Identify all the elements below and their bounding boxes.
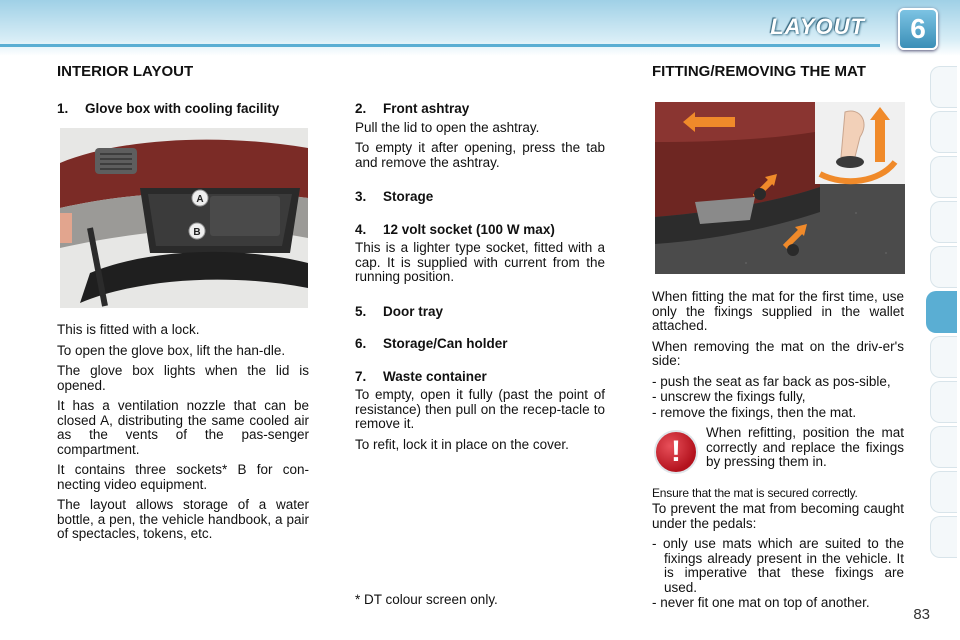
chapter-tab[interactable] [930, 111, 957, 153]
paragraph: The glove box lights when the lid is opened. [57, 363, 309, 393]
paragraph: To empty, open it fully (past the point of resistance) then pull on the recep-tacle to remove it. [355, 387, 605, 431]
warning-text: When refitting, position the mat correctly and replace the fixings by pressing them in. [706, 425, 904, 469]
note-text: Ensure that the mat is secured correctly. [652, 486, 858, 500]
photo-label-b: B [193, 227, 201, 238]
item-4-title [355, 223, 605, 238]
item-label: 12 volt socket (100 W max) [383, 221, 555, 237]
item-number: 3. [355, 189, 367, 204]
chapter-tab[interactable] [930, 381, 957, 423]
chapter-tab-active[interactable] [926, 291, 957, 333]
footnote: * DT colour screen only. [355, 592, 498, 607]
floor-mat-photo [655, 102, 905, 274]
chapter-tab[interactable] [930, 471, 957, 513]
item-number: 4. [355, 221, 367, 237]
item-number: 6. [355, 336, 367, 351]
item-label: Glove box with cooling facility [85, 101, 280, 116]
item-2-title [355, 102, 605, 117]
page-number: 83 [913, 606, 930, 623]
right-column [652, 290, 904, 426]
item-7-title [355, 370, 605, 385]
header-rule [0, 44, 880, 47]
item-label: Storage [383, 189, 434, 204]
paragraph: It has a ventilation nozzle that can be closed A, distributing the same cooled air as the vents of the pas-senger compartment. [57, 398, 309, 457]
list-item: - push the seat as far back as pos-sible, [652, 373, 891, 389]
interior-layout-heading: INTERIOR LAYOUT [57, 63, 194, 80]
paragraph: To empty it after opening, press the tab and remove the ashtray. [355, 140, 605, 170]
middle-column [355, 102, 605, 458]
item-label: Front ashtray [383, 101, 470, 116]
page-title: LAYOUT [770, 14, 865, 39]
chapter-tab[interactable] [930, 66, 957, 108]
list-item: - unscrew the fixings fully, [652, 389, 806, 404]
paragraph: This is fitted with a lock. [57, 322, 200, 337]
warning-box [706, 426, 904, 476]
item-number: 5. [355, 303, 367, 319]
paragraph: To refit, lock it in place on the cover. [355, 436, 569, 452]
chapter-badge: 6 [898, 8, 938, 50]
item-5-title [355, 305, 605, 320]
mat-heading: FITTING/REMOVING THE MAT [652, 63, 866, 80]
item-number: 7. [355, 368, 367, 384]
paragraph: This is a lighter type socket, fitted with a cap. It is supplied with current from the running position. [355, 240, 605, 284]
paragraph: Pull the lid to open the ashtray. [355, 119, 540, 135]
item-number: 1. [57, 101, 69, 116]
item-3-title [355, 190, 605, 205]
warning-icon: ! [654, 430, 698, 474]
item-1-title [57, 102, 309, 117]
page-header [0, 0, 960, 56]
paragraph: When fitting the mat for the first time, use only the fixings supplied in the wallet attached. [652, 289, 904, 333]
removal-steps [652, 375, 904, 421]
paragraph: When removing the mat on the driv-er's side: [652, 338, 904, 368]
list-item: - only use mats which are suited to the fixings already present in the vehicle. It is imperative that these fixings are used. [652, 536, 904, 595]
paragraph: To open the glove box, lift the han-dle. [57, 342, 286, 358]
paragraph: It contains three sockets* B for con-necting video equipment. [57, 462, 309, 492]
chapter-tab[interactable] [930, 516, 957, 558]
list-item: - never fit one mat on top of another. [652, 595, 870, 610]
chapter-tab[interactable] [930, 246, 957, 288]
left-column [57, 102, 309, 121]
chapter-tab[interactable] [930, 156, 957, 198]
chapter-tab[interactable] [930, 201, 957, 243]
chapter-tabs [930, 66, 960, 566]
paragraph: To prevent the mat from becoming caught under the pedals: [652, 501, 904, 531]
paragraph: The layout allows storage of a water bottle, a pen, the vehicle handbook, a pair of spectacles, tokens, etc. [57, 497, 309, 541]
mat-rules [652, 537, 904, 611]
list-item: - remove the fixings, then the mat. [652, 404, 857, 420]
glove-box-description [57, 323, 309, 548]
item-label: Waste container [383, 368, 487, 384]
item-label: Door tray [383, 303, 444, 319]
chapter-tab[interactable] [930, 336, 957, 378]
item-number: 2. [355, 101, 367, 116]
chapter-tab[interactable] [930, 426, 957, 468]
glove-box-photo [60, 128, 308, 308]
pedals-section [652, 502, 904, 617]
item-6-title [355, 337, 605, 352]
item-label: Storage/Can holder [383, 336, 508, 351]
photo-label-a: A [196, 194, 204, 205]
